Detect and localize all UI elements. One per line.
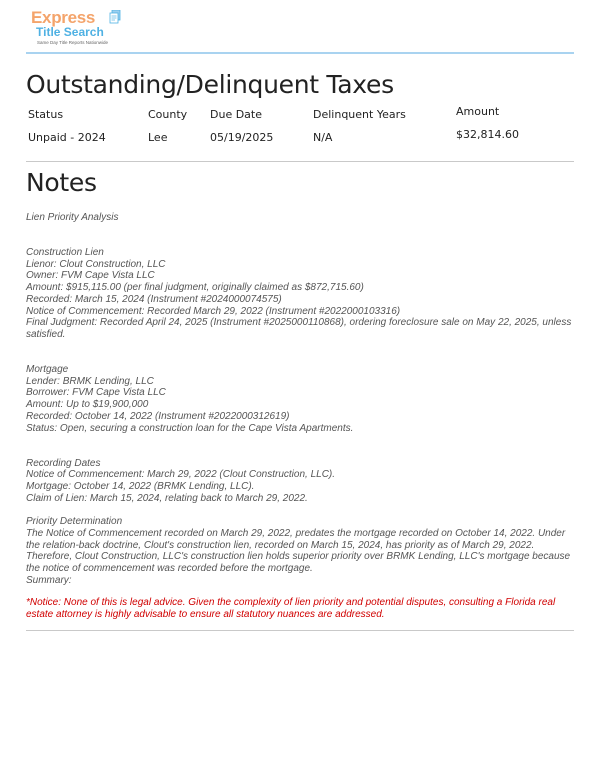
notes-body [26,212,574,586]
recording-dates-mortgage: Mortgage: October 14, 2022 (BRMK Lending, LLC). [26,481,255,493]
recording-dates-notice: Notice of Commencement: March 29, 2022 (Clout Construction, LLC). [26,469,336,481]
recording-dates-title: Recording Dates [26,457,101,469]
logo-text-express: Express [31,8,96,27]
mortgage-amount: Amount: Up to $19,900,000 [26,399,149,411]
mortgage-lender: Lender: BRMK Lending, LLC [26,375,154,387]
footer-divider [26,630,574,631]
cell-delinquent-years: N/A [313,131,333,144]
legal-notice: *Notice: None of this is legal advice. Given the complexity of lien priority and potential disputes, consulting a Florida real estate attorney is highly advisable to ensure all statutory nuances are addressed. [26,597,556,620]
logo-tagline: Same Day Title Reports Nationwide [37,40,109,45]
mortgage-title: Mortgage [26,364,69,376]
priority-determination-title: Priority Determination [26,516,123,528]
construction-lien-recorded: Recorded: March 15, 2024 (Instrument #2024000074575) [26,293,282,305]
company-logo [31,9,131,49]
cell-status: Unpaid - 2024 [28,131,106,144]
construction-lien-notice: Notice of Commencement: Recorded March 29, 2022 (Instrument #2022000103316) [26,305,401,317]
recording-dates-claim: Claim of Lien: March 15, 2024, relating back to March 29, 2022. [26,492,308,504]
summary-label: Summary: [26,574,72,586]
column-header-amount: Amount [456,105,500,118]
header-divider [26,52,574,54]
mortgage-status: Status: Open, securing a construction loan for the Cape Vista Apartments. [26,422,354,434]
construction-lien-owner: Owner: FVM Cape Vista LLC [26,270,155,282]
notes-heading: Lien Priority Analysis [26,212,119,223]
column-header-due-date: Due Date [210,108,262,121]
construction-lien-amount: Amount: $915,115.00 (per final judgment, originally claimed as $872,715.60) [26,282,364,294]
page-header [0,0,600,56]
mortgage-borrower: Borrower: FVM Cape Vista LLC [26,387,166,399]
cell-amount: $32,814.60 [456,128,519,141]
construction-lien-lienor: Lienor: Clout Construction, LLC [26,258,166,270]
construction-lien-title: Construction Lien [26,247,104,259]
column-header-county: County [148,108,188,121]
column-header-status: Status [28,108,64,121]
construction-lien-judgment: Final Judgment: Recorded April 24, 2025 (Instrument #2025000110868), ordering foreclosure sale on May 22, 2025, unless satisfied. [26,317,572,340]
section-divider [26,161,574,162]
document-stack-icon [109,10,121,24]
cell-due-date: 05/19/2025 [210,131,274,144]
taxes-table [28,104,574,154]
priority-determination-body: The Notice of Commencement recorded on March 29, 2022, predates the mortgage recorded on October 14, 2022. Under the relation-back doctrine, Clout's construction lien, recorded on March 15, 2024, has priority as of March 29, 2022. Therefore, Clout Construction, LLC's construction lien holds superior priority over BRMK Lending, LLC's mortgage because the notice of commencement was recorded before the mortgage. [26,527,571,574]
cell-county: Lee [148,131,168,144]
notes-section-title: Notes [26,168,97,197]
column-header-delinquent-years: Delinquent Years [313,108,406,121]
mortgage-recorded: Recorded: October 14, 2022 (Instrument #2022000312619) [26,410,290,422]
taxes-section-title: Outstanding/Delinquent Taxes [26,70,394,99]
logo-text-title-search: Title Search [36,25,104,39]
